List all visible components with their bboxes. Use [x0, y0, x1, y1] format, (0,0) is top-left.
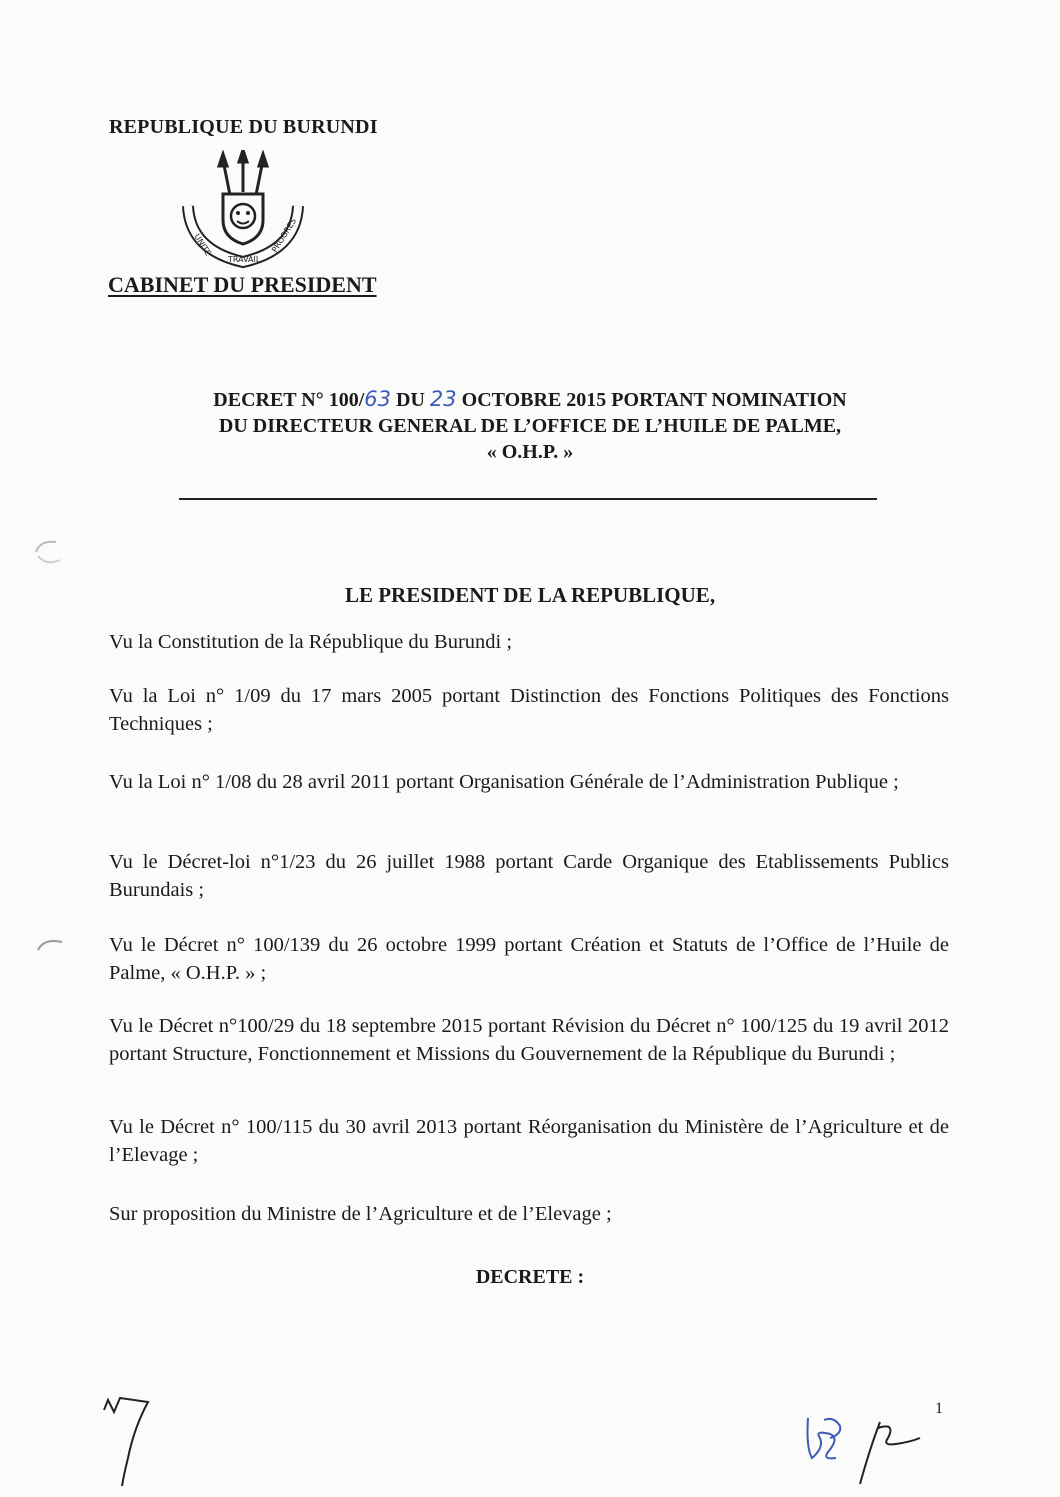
decree-number-handwritten: 63	[364, 387, 392, 411]
title-divider	[179, 498, 877, 500]
punch-hole-mark-bottom	[30, 928, 70, 968]
consideration-constitution: Vu la Constitution de la République du Burundi ;	[109, 631, 513, 653]
president-heading: LE PRESIDENT DE LA REPUBLIQUE,	[344, 583, 716, 607]
cabinet-heading: CABINET DU PRESIDENT	[108, 272, 377, 297]
decree-title	[100, 386, 960, 465]
decree-title-part1: DECRET N° 100/	[213, 389, 365, 411]
punch-hole-mark-top	[30, 530, 70, 570]
consideration-loi-1-09: Vu la Loi n° 1/09 du 17 mars 2005 portant Distinction des Fonctions Politiques des Fonctions Techniques ;	[109, 685, 949, 735]
decree-title-part3: OCTOBRE 2015 PORTANT NOMINATION	[456, 389, 847, 411]
seal-motto-right: PROGRES	[270, 216, 299, 255]
initials-signature-left	[92, 1388, 162, 1488]
decrete-heading: DECRETE :	[475, 1266, 585, 1288]
coat-of-arms-seal-icon	[178, 150, 308, 270]
decree-day-handwritten: 23	[429, 387, 457, 411]
seal-motto-center: TRAVAIL	[228, 255, 261, 264]
page-number: 1	[935, 1400, 943, 1417]
decree-title-line-1	[100, 386, 960, 413]
initials-signature-right	[800, 1408, 940, 1488]
consideration-proposition: Sur proposition du Ministre de l’Agriculture et de l’Elevage ;	[109, 1203, 612, 1225]
consideration-decret-loi-1-23: Vu le Décret-loi n°1/23 du 26 juillet 1988 portant Carde Organique des Etablissements Publics Burundais ;	[109, 851, 949, 901]
decree-title-part2: DU	[391, 389, 430, 411]
decree-title-line-2: DU DIRECTEUR GENERAL DE L’OFFICE DE L’HUILE DE PALME,	[218, 415, 842, 437]
consideration-loi-1-08: Vu la Loi n° 1/08 du 28 avril 2011 portant Organisation Générale de l’Administration Publique ;	[109, 771, 899, 793]
consideration-decret-100-115: Vu le Décret n° 100/115 du 30 avril 2013 portant Réorganisation du Ministère de l’Agriculture et de l’Elevage ;	[109, 1116, 949, 1166]
consideration-decret-100-29: Vu le Décret n°100/29 du 18 septembre 2015 portant Révision du Décret n° 100/125 du 19 avril 2012 portant Structure, Fonctionnement et Missions du Gouvernement de la République du Burundi ;	[109, 1015, 949, 1065]
seal-motto-left: UNITE	[192, 232, 213, 258]
consideration-decret-100-139: Vu le Décret n° 100/139 du 26 octobre 1999 portant Création et Statuts de l’Office de l’Huile de Palme, « O.H.P. » ;	[109, 934, 949, 984]
decree-title-line-3: « O.H.P. »	[486, 441, 574, 463]
republic-heading: REPUBLIQUE DU BURUNDI	[109, 116, 378, 138]
